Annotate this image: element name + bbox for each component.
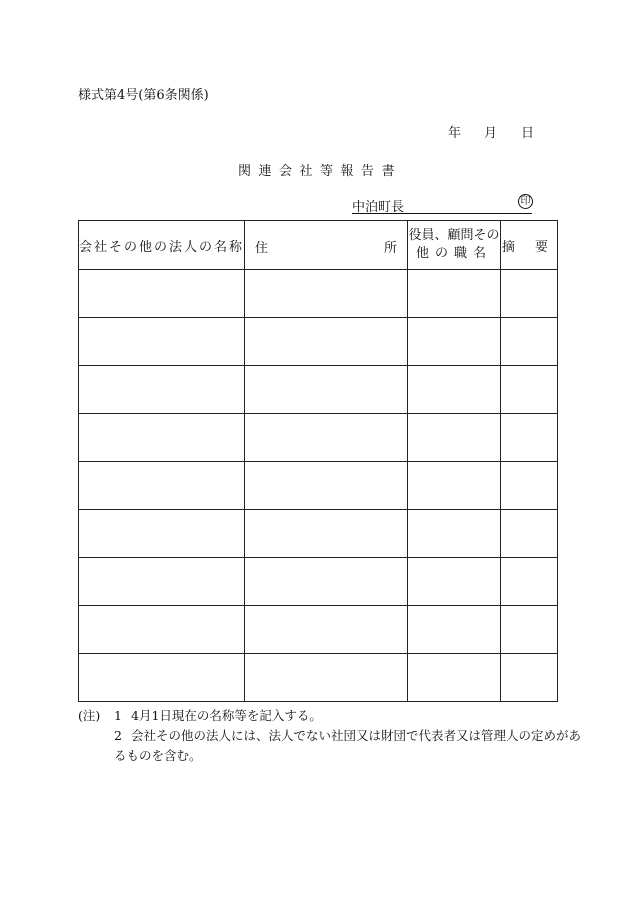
cell-remarks[interactable] (501, 558, 558, 606)
header-address (245, 221, 408, 270)
note-2-number: 2 (114, 728, 122, 743)
cell-remarks[interactable] (501, 462, 558, 510)
header-role-line1: 役員、顧問その (408, 228, 500, 243)
table-row (79, 606, 558, 654)
header-address-right: 所 (383, 241, 397, 256)
cell-company-name[interactable] (79, 318, 245, 366)
note-2-text: 会社その他の法人には、法人でない社団又は財団で代表者又は管理人の定めがあ (131, 728, 582, 743)
cell-company-name[interactable] (79, 606, 245, 654)
cell-address[interactable] (245, 510, 408, 558)
notes-label: (注) (78, 708, 101, 723)
addressee-line[interactable] (352, 196, 532, 214)
header-remarks: 摘 要 (501, 221, 558, 270)
cell-role[interactable] (408, 414, 501, 462)
cell-company-name[interactable] (79, 414, 245, 462)
cell-address[interactable] (245, 366, 408, 414)
table-row (79, 462, 558, 510)
cell-remarks[interactable] (501, 414, 558, 462)
table-row (79, 366, 558, 414)
table-row (79, 414, 558, 462)
note-1-number: 1 (114, 708, 122, 723)
cell-role[interactable] (408, 366, 501, 414)
addressee-name: 中泊町長 (352, 200, 405, 215)
cell-remarks[interactable] (501, 654, 558, 702)
header-role (408, 221, 501, 270)
table-row (79, 654, 558, 702)
document-title: 関連会社等報告書 (238, 164, 403, 179)
cell-remarks[interactable] (501, 270, 558, 318)
date-year: 年 (448, 126, 462, 141)
cell-address[interactable] (245, 318, 408, 366)
table-header-row (79, 221, 558, 270)
header-role-line2: 他の職名 (415, 246, 492, 261)
date-month: 月 (484, 126, 498, 141)
cell-role[interactable] (408, 270, 501, 318)
table-row (79, 318, 558, 366)
table-row (79, 270, 558, 318)
cell-remarks[interactable] (501, 510, 558, 558)
cell-company-name[interactable] (79, 654, 245, 702)
cell-role[interactable] (408, 510, 501, 558)
cell-address[interactable] (245, 270, 408, 318)
table-row (79, 510, 558, 558)
cell-address[interactable] (245, 414, 408, 462)
note-2-continuation: るものを含む。 (114, 748, 202, 763)
notes-section (78, 706, 582, 766)
cell-role[interactable] (408, 462, 501, 510)
cell-remarks[interactable] (501, 318, 558, 366)
cell-company-name[interactable] (79, 270, 245, 318)
cell-address[interactable] (245, 654, 408, 702)
cell-role[interactable] (408, 606, 501, 654)
table-row (79, 558, 558, 606)
header-address-left: 住 (255, 241, 269, 256)
cell-company-name[interactable] (79, 510, 245, 558)
note-1-text: 4月1日現在の名称等を記入する。 (131, 708, 322, 723)
report-table (78, 220, 558, 702)
cell-address[interactable] (245, 462, 408, 510)
cell-company-name[interactable] (79, 462, 245, 510)
cell-address[interactable] (245, 558, 408, 606)
date-day: 日 (521, 126, 535, 141)
cell-address[interactable] (245, 606, 408, 654)
cell-role[interactable] (408, 318, 501, 366)
cell-role[interactable] (408, 654, 501, 702)
cell-company-name[interactable] (79, 558, 245, 606)
header-company-name: 会社その他の法人の名称 (79, 221, 245, 270)
cell-remarks[interactable] (501, 366, 558, 414)
seal-mark-icon: 印 (518, 194, 533, 209)
cell-company-name[interactable] (79, 366, 245, 414)
form-number: 様式第4号(第6条関係) (78, 88, 209, 103)
cell-role[interactable] (408, 558, 501, 606)
cell-remarks[interactable] (501, 606, 558, 654)
